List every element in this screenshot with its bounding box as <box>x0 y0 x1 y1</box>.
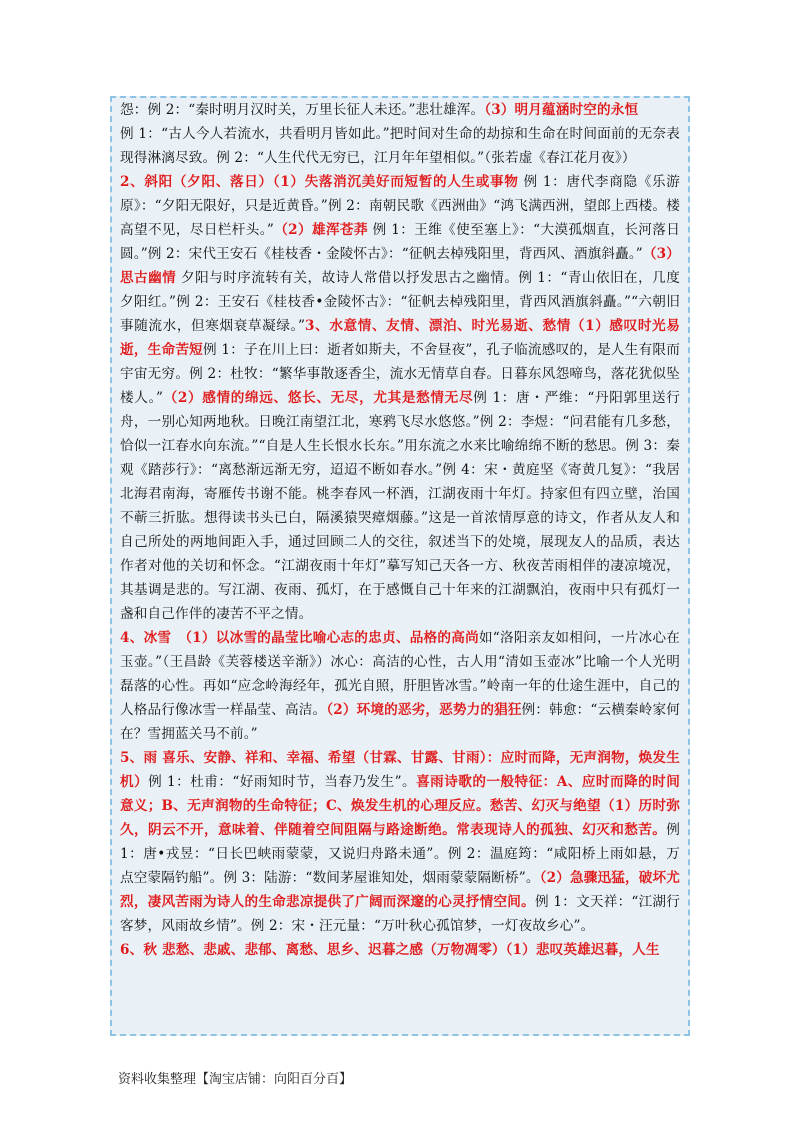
para-7: 例 1：唐・严维：“丹阳郭里送行舟，一别心知两地秋。日晚江南望江北，寒鸦飞尽水悠悠。”例 2：李煜：“问君能有几多愁，恰似一江春水向东流。”“自是人生长恨水长东。”用东流之水来比喻绵绵不断的愁思。例 3：秦观《踏莎行》：“离愁渐远渐无穷，迢迢不断如春水。”例 4：宋・黄庭坚《寄黄几复》：“我居北海君南海，寄雁传书谢不能。桃李春风一杯酒，江湖夜雨十年灯。持家但有四立壁，治国不蕲三折肱。想得读书头已白，隔溪猿哭瘴烟藤。”这是一首浓情厚意的诗文，作者从友人和自己所处的两地间距入手，通过回顾二人的交往，叙述当下的处境，展现友人的品质，表达作者对他的关切和怀念。“江湖夜雨十年灯”摹写知己天各一方、秋夜苦雨相伴的凄凉境况，其基调是悲的。写江湖、夜雨、孤灯，在于感慨自己十年来的江湖飘泊，夜雨中只有孤灯一盏和自己作伴的凄苦不平之情。 <box>120 390 681 622</box>
heading-ice-snow: 4、冰雪 （1）以冰雪的晶莹比喻心志的忠贞、品格的高尚 <box>120 630 479 646</box>
heading-water: 3、水意情、友情、漂泊、时光易逝、愁情（1）感叹时光易逝，生命苦短 <box>120 318 681 358</box>
para-8: 如“洛阳亲友如相问，一片冰心在玉壶。”（王昌龄《芙蓉楼送辛渐》）冰心：高洁的心性，古人用“清如玉壶冰”比喻一个人光明磊落的心性。再如“应念岭海经年，孤光自照，肝胆皆冰雪。”岭南一年的仕途生涯中，自己的人格品行像冰雪一样晶莹、高洁。 <box>120 630 680 718</box>
para-3: 例 1：唐代李商隐《乐游原》：“夕阳无限好，只是近黄昏。”例 2：南朝民歌《西洲曲》“鸿飞满西洲，望郎上西楼。楼高望不见，尽日栏杆头。” <box>120 174 680 238</box>
para-6: 例 1：子在川上曰：逝者如斯夫，不舍昼夜”，孔子临流感叹的，是人生有限而宇宙无穷。例 2：杜牧：“繁华事散逐香尘，流水无情草自春。日暮东风怨啼鸟，落花犹似坠楼人。” <box>120 342 680 406</box>
para-2: 例 1：“古人今人若流水，共看明月皆如此。”把时间对生命的劫掠和生命在时间面前的无奈表现得淋漓尽致。例 2：“人生代代无穷已，江月年年望相似。”（张若虚《春江花月夜》） <box>120 126 681 166</box>
heading-ice-snow-2: （2）环境的恶劣，恶势力的猖狂 <box>326 702 522 718</box>
para-4: 例 1：王维《使至塞上》：“大漠孤烟直，长河落日圆。”例 2：宋代王安石《桂枝香・金陵怀古》：“征帆去棹残阳里，背西风、酒旗斜矗。” <box>120 222 680 262</box>
heading-rain-2: （2）急骤迅猛，破坏尤烈，凄风苦雨为诗人的生命悲凉提供了广阔而深邃的心灵抒情空间。 <box>120 870 680 910</box>
para-10: 例 1：杜甫：“好雨知时节，当春乃发生”。 <box>148 774 417 790</box>
heading-sunset-3: （3）思古幽情 <box>120 246 680 286</box>
body-text <box>120 98 680 962</box>
content-box <box>110 96 690 1036</box>
heading-sunset-2: （2）雄浑苍莽 <box>273 222 368 238</box>
heading-rain-features: 喜雨诗歌的一般特征：A、应时而降的时间意义；B、无声润物的生命特征；C、焕发生机的心理反应。愁苦、幻灭与绝望（1）历时弥久，阴云不开，意味着、伴随着空间阻隔与路途断绝。常表现诗人的孤独、幻灭和愁苦。 <box>120 774 680 838</box>
heading-autumn: 6、秋 悲愁、悲戚、悲郁、离愁、思乡、迟暮之感（万物凋零）（1）悲叹英雄迟暮，人生 <box>120 942 660 958</box>
footer-text: 资料收集整理【淘宝店铺：向阳百分百】 <box>118 1072 353 1087</box>
heading-moon-3: （3）明月蕴涵时空的永恒 <box>484 102 639 118</box>
para-1: 怨：例 2：“秦时明月汉时关，万里长征人未还。”悲壮雄浑。 <box>120 102 485 118</box>
heading-water-2: （2）感情的绵远、悠长、无尽，尤其是愁情无尽 <box>163 390 474 406</box>
para-5: 夕阳与时序流转有关，故诗人常借以抒发思古之幽情。例 1：“青山依旧在，几度夕阳红。”例 2：王安石《桂枝香•金陵怀古》：“征帆去棹残阳里，背西风酒旗斜矗。”“六朝旧事随流水，但寒烟衰草凝绿。” <box>120 270 680 334</box>
heading-rain: 5、雨 喜乐、安静、祥和、幸福、希望（甘霖、甘露、甘雨）：应时而降，无声润物，焕发生机） <box>120 750 680 790</box>
para-9: 例：韩愈：“云横秦岭家何在？雪拥蓝关马不前。” <box>120 702 680 742</box>
heading-sunset: 2、斜阳（夕阳、落日）（1）失落消沉美好而短暂的人生或事物 <box>120 174 519 190</box>
para-12: 例 1：文天祥：“江湖行客梦，风雨故乡情”。例 2：宋・汪元量：“万叶秋心孤馆梦，一灯夜故乡心”。 <box>120 894 681 934</box>
para-11: 例 1：唐•戎昱：“日长巴峡雨蒙蒙，又说归舟路未通”。例 2：温庭筠：“咸阳桥上雨如悬，万点空蒙隔钓船”。例 3：陆游：“数间茅屋谁知处，烟雨蒙蒙隔断桥”。 <box>120 822 680 886</box>
